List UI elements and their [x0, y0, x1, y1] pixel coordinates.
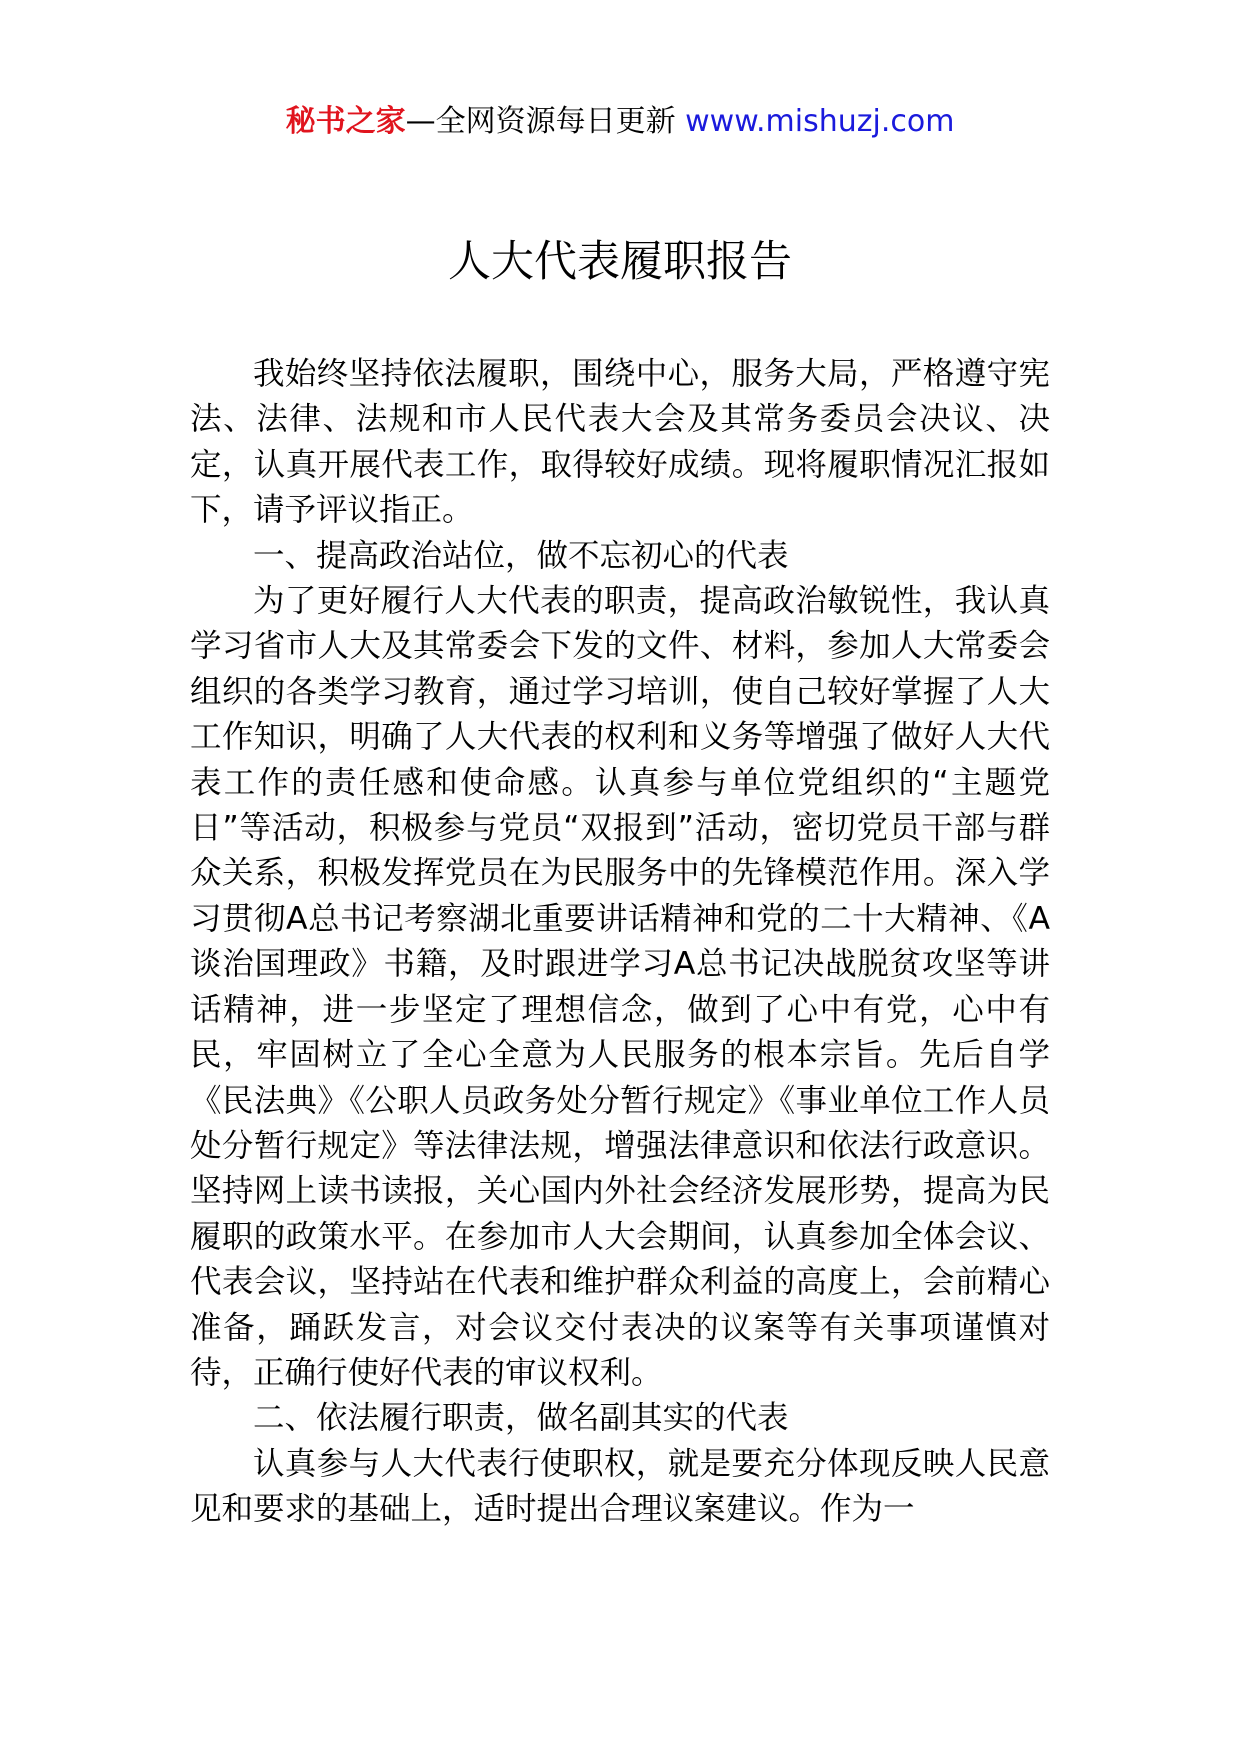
- site-url-link[interactable]: www.mishuzj.com: [685, 104, 955, 139]
- paragraph-intro: 我始终坚持依法履职，围绕中心，服务大局，严格遵守宪法、法律、法规和市人民代表大会及其常务委员会决议、决定，认真开展代表工作，取得较好成绩。现将履职情况汇报如下，请予评议指正。: [190, 356, 1050, 529]
- site-slogan: —全网资源每日更新: [405, 104, 676, 139]
- site-header: [0, 100, 1240, 144]
- paragraph-section-1: 为了更好履行人大代表的职责，提高政治敏锐性，我认真学习省市人大及其常委会下发的文件、材料，参加人大常委会组织的各类学习教育，通过学习培训，使自己较好掌握了人大工作知识，明确了人大代表的权利和义务等增强了做好人大代表工作的责任感和使命感。认真参与单位党组织的“主题党日”等活动，积极参与党员“双报到”活动，密切党员干部与群众关系，积极发挥党员在为民服务中的先锋模范作用。深入学习贯彻A总书记考察湖北重要讲话精神和党的二十大精神、《A谈治国理政》书籍，及时跟进学习A总书记决战脱贫攻坚等讲话精神，进一步坚定了理想信念，做到了心中有党，心中有民，牢固树立了全心全意为人民服务的根本宗旨。先后自学《民法典》《公职人员政务处分暂行规定》《事业单位工作人员处分暂行规定》等法律法规，增强法律意识和依法行政意识。坚持网上读书读报，关心国内外社会经济发展形势，提高为民履职的政策水平。在参加市人大会期间，认真参加全体会议、代表会议，坚持站在代表和维护群众利益的高度上，会前精心准备，踊跃发言，对会议交付表决的议案等有关事项谨慎对待，正确行使好代表的审议权利。: [190, 583, 1050, 1391]
- section-heading-2: 二、依法履行职责，做名副其实的代表: [253, 1400, 789, 1437]
- paragraph-section-2: 认真参与人大代表行使职权，就是要充分体现反映人民意见和要求的基础上，适时提出合理议案建议。作为一: [190, 1445, 1050, 1528]
- site-brand: 秘书之家: [285, 104, 406, 139]
- document-body: [190, 352, 1050, 1533]
- section-heading-1: 一、提高政治站位，做不忘初心的代表: [253, 537, 789, 574]
- document-title: 人大代表履职报告: [448, 237, 792, 287]
